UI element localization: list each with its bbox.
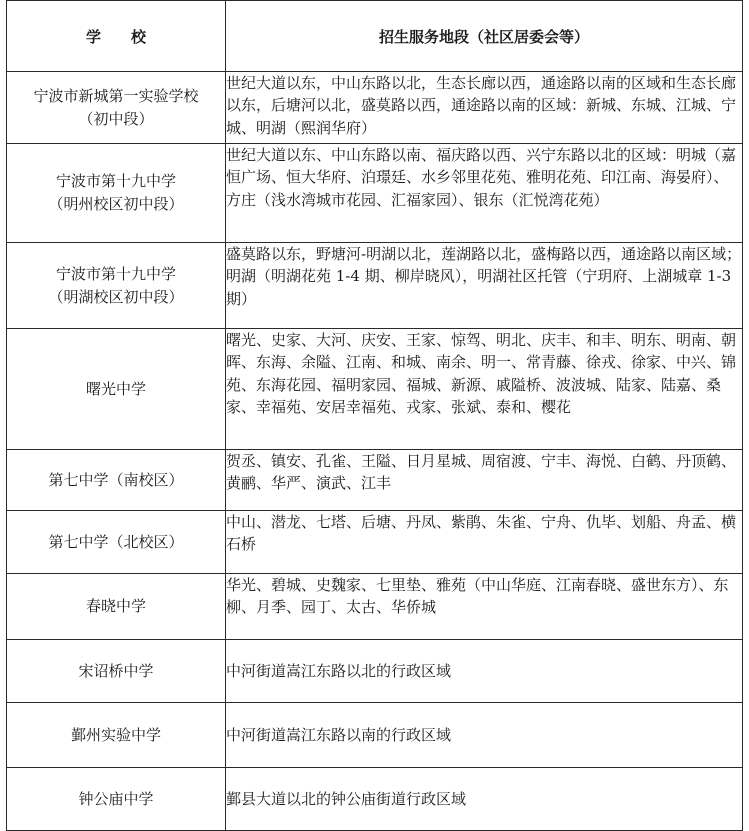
school-name: 宁波市第十九中学 <box>55 264 176 283</box>
table-row <box>7 703 743 768</box>
area-cell: 贺丞、镇安、孔雀、王隘、日月星城、周宿渡、宁丰、海悦、白鹤、丹顶鹤、黄鹂、华严、演武、江丰 <box>226 450 743 511</box>
area-cell: 华光、碧城、史魏家、七里垫、雅苑（中山华庭、江南春晓、盛世东方）、东柳、月季、园丁、太古、华侨城 <box>226 574 743 640</box>
school-note: （明湖校区初中段） <box>48 287 184 306</box>
table-row <box>7 329 743 450</box>
school-name: 曙光中学 <box>85 379 146 398</box>
school-name: 鄞州实验中学 <box>70 725 161 744</box>
school-cell <box>7 450 226 511</box>
school-name: 宁波市新城第一实验学校 <box>33 86 199 105</box>
school-cell <box>7 703 226 768</box>
table-row <box>7 243 743 329</box>
school-note: （初中段） <box>78 109 154 128</box>
school-cell <box>7 144 226 243</box>
area-cell: 盛莫路以东，野塘河-明湖以北，莲湖路以北，盛梅路以西，通途路以南区域；明湖（明湖花苑 1-4 期、柳岸晓风），明湖社区托管（宁玥府、上湖城章 1-3 期） <box>226 243 743 329</box>
school-cell <box>7 768 226 831</box>
school-name: 宋诏桥中学 <box>78 661 154 680</box>
header-school: 学 校 <box>7 1 226 72</box>
school-name: 春晓中学 <box>85 597 146 615</box>
table-row <box>7 640 743 703</box>
school-name: 钟公庙中学 <box>78 789 154 808</box>
enrollment-district-table <box>6 0 743 831</box>
header-area: 招生服务地段（社区居委会等） <box>226 1 743 72</box>
area-cell: 中山、潜龙、七塔、后塘、丹凤、紫鹃、朱雀、宁舟、仇毕、划船、舟孟、横石桥 <box>226 511 743 574</box>
table-row <box>7 574 743 640</box>
area-cell: 中河街道嵩江东路以北的行政区域 <box>226 640 743 703</box>
school-cell <box>7 511 226 574</box>
school-cell <box>7 243 226 329</box>
area-cell: 鄞县大道以北的钟公庙街道行政区域 <box>226 768 743 831</box>
table-row <box>7 511 743 574</box>
table-row <box>7 144 743 243</box>
header-row <box>7 1 743 72</box>
table-row <box>7 450 743 511</box>
table-row <box>7 768 743 831</box>
school-cell <box>7 329 226 450</box>
school-name: 第七中学（北校区） <box>48 532 184 551</box>
school-name: 第七中学（南校区） <box>48 470 184 489</box>
area-cell: 世纪大道以东，中山东路以北，生态长廊以西，通途路以南的区域和生态长廊以东，后塘河以北，盛莫路以西，通途路以南的区域：新城、东城、江城、宁城、明湖（熙润华府） <box>226 72 743 144</box>
school-cell <box>7 574 226 640</box>
school-note: （明州校区初中段） <box>48 195 184 213</box>
table-row <box>7 72 743 144</box>
area-cell: 曙光、史家、大河、庆安、王家、惊驾、明北、庆丰、和丰、明东、明南、朝晖、东海、余隘、江南、和城、南余、明一、常青藤、徐戎、徐家、中兴、锦苑、东海花园、福明家园、福城、新源、戚隘桥、波波城、陆家、陆嘉、桑家、幸福苑、安居幸福苑、戎家、张斌、泰和、樱花 <box>226 329 743 450</box>
school-cell <box>7 640 226 703</box>
area-cell: 中河街道嵩江东路以南的行政区域 <box>226 703 743 768</box>
area-cell: 世纪大道以东、中山东路以南、福庆路以西、兴宁东路以北的区域：明城（嘉恒广场、恒大华府、泊璟廷、水乡邻里花苑、雅明花苑、印江南、海晏府）、方庄（浅水湾城市花园、汇福家园）、银东（汇悦湾花苑） <box>226 144 743 243</box>
school-name: 宁波市第十九中学 <box>55 172 176 190</box>
school-cell <box>7 72 226 144</box>
